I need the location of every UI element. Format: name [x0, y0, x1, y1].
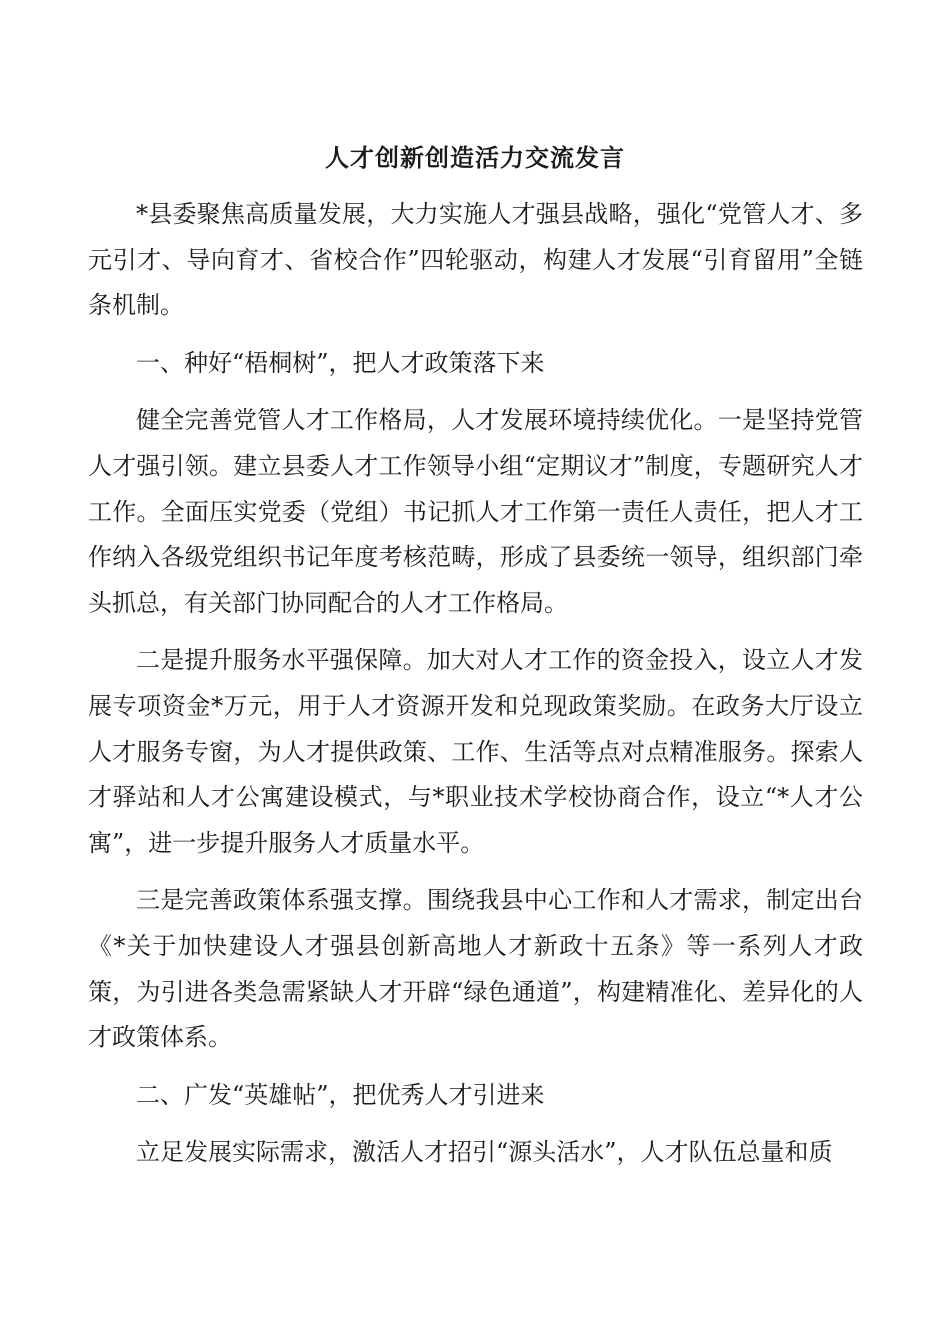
intro-paragraph: *县委聚焦高质量发展，大力实施人才强县战略，强化“党管人才、多元引才、导向育才、省校合作”四轮驱动，构建人才发展“引育留用”全链条机制。: [88, 200, 863, 320]
body-paragraph: 二是提升服务水平强保障。加大对人才工作的资金投入，设立人才发展专项资金*万元，用于人才资源开发和兑现政策奖励。在政务大厅设立人才服务专窗，为人才提供政策、工作、生活等点对点精准服务。探索人才驿站和人才公寓建设模式，与*职业技术学校协商合作，设立“*人才公寓”，进一步提升服务人才质量水平。: [88, 646, 863, 857]
document-title: 人才创新创造活力交流发言: [325, 143, 625, 172]
body-paragraph: 立足发展实际需求，激活人才招引“源头活水”，人才队伍总量和质: [136, 1138, 833, 1167]
body-paragraph: 三是完善政策体系强支撑。围绕我县中心工作和人才需求，制定出台《*关于加快建设人才强县创新高地人才新政十五条》等一系列人才政策，为引进各类急需紧缺人才开辟“绿色通道”，构建精准化、差异化的人才政策体系。: [88, 886, 863, 1052]
body-paragraph: 健全完善党管人才工作格局，人才发展环境持续优化。一是坚持党管人才强引领。建立县委人才工作领导小组“定期议才”制度，专题研究人才工作。全面压实党委（党组）书记抓人才工作第一责任人责任，把人才工作纳入各级党组织书记年度考核范畴，形成了县委统一领导，组织部门牵头抓总，有关部门协同配合的人才工作格局。: [88, 406, 863, 617]
section-heading-2: 二、广发“英雄帖”，把优秀人才引进来: [136, 1080, 545, 1109]
section-heading-1: 一、种好“梧桐树”，把人才政策落下来: [136, 348, 545, 377]
document-body: [88, 192, 863, 1188]
